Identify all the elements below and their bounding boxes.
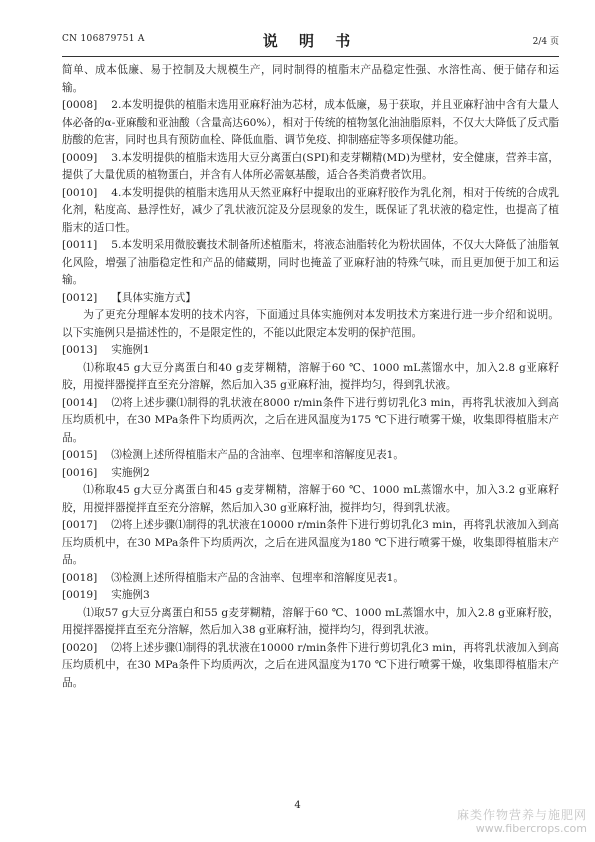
paragraph-text: 2.本发明提供的植脂末选用亚麻籽油为芯材，成本低廉，易于获取，并且亚麻籽油中含有大量人体必备的α-亚麻酸和亚油酸（含量高达60%），相对于传统的植物氢化油油脂原料，不仅大大降低了反式脂肪酸的危害，同时也具有预防血栓、降低血脂、调节免疫、抑制癌症等多项保健功能。 bbox=[62, 99, 559, 146]
paragraph-text: ⑵将上述步骤⑴制得的乳状液在8000 r/min条件下进行剪切乳化3 min，再将乳状液加入到高压均质机中，在30 MPa条件下均质两次，之后在进风温度为175 ℃下进行喷雾干燥，收集即得植脂末产品。 bbox=[62, 396, 559, 444]
paragraph bbox=[62, 342, 559, 360]
paragraph-number: [0016] bbox=[62, 466, 98, 479]
page-header bbox=[62, 30, 559, 52]
paragraph-number: [0013] bbox=[62, 344, 98, 356]
site-watermark bbox=[457, 808, 587, 836]
page-number: 4 bbox=[294, 800, 301, 811]
paragraph-text: ⑴取57 g大豆分离蛋白和55 g麦芽糊精，溶解于60 ℃、1000 mL蒸馏水中，加入2.8 g亚麻籽胶，用搅拌器搅拌直至充分溶解，然后加入38 g亚麻籽油，搅拌均匀，得到乳状液。 bbox=[62, 606, 559, 636]
paragraph bbox=[62, 570, 559, 588]
paragraph-text: 实施例2 bbox=[111, 466, 150, 479]
paragraph-text: ⑴称取45 g大豆分离蛋白和40 g麦芽糊精，溶解于60 ℃、1000 mL蒸馏水中，加入2.8 g亚麻籽胶，用搅拌器搅拌直至充分溶解，然后加入35 g亚麻籽油，搅拌均匀，得到乳状液。 bbox=[62, 361, 559, 391]
paragraph-text: ⑶检测上述所得植脂末产品的含油率、包埋率和溶解度见表1。 bbox=[111, 449, 405, 461]
paragraph-number: [0010] bbox=[62, 186, 98, 199]
paragraph bbox=[62, 465, 559, 483]
paragraph-text: 简单、成本低廉、易于控制及大规模生产，同时制得的植脂末产品稳定性强、水溶性高、便于储存和运输。 bbox=[62, 64, 559, 94]
paragraph-text: ⑵将上述步骤⑴制得的乳状液在10000 r/min条件下进行剪切乳化3 min，再将乳状液加入到高压均质机中，在30 MPa条件下均质两次，之后在进风温度为180 ℃下进行喷雾干燥，收集即得植脂末产品。 bbox=[62, 519, 559, 566]
paragraph-number: [0011] bbox=[62, 239, 98, 251]
page-indicator: 2/4 页 bbox=[532, 37, 559, 47]
paragraph-number: [0020] bbox=[62, 641, 98, 654]
paragraph bbox=[62, 395, 559, 448]
paragraph-number: [0019] bbox=[62, 589, 98, 601]
paragraph-text: 实施例1 bbox=[111, 344, 150, 356]
paragraph bbox=[62, 587, 559, 605]
paragraph bbox=[62, 447, 559, 465]
paragraph bbox=[62, 185, 559, 238]
paragraph-text: ⑵将上述步骤⑴制得的乳状液在10000 r/min条件下进行剪切乳化3 min，再将乳状液加入到高压均质机中，在30 MPa条件下均质两次，之后在进风温度为170 ℃下进行喷雾干燥，收集即得植脂末产品。 bbox=[62, 641, 559, 689]
paragraph bbox=[62, 290, 559, 308]
paragraph bbox=[62, 640, 559, 693]
document-title: 说 明 书 bbox=[262, 32, 359, 50]
paragraph bbox=[62, 307, 559, 342]
watermark-site-name: 麻类作物营养与施肥网 bbox=[456, 808, 587, 822]
paragraph-number: [0018] bbox=[62, 571, 98, 584]
paragraph bbox=[62, 482, 559, 517]
paragraph-number: [0014] bbox=[62, 396, 98, 409]
paragraph bbox=[62, 97, 559, 150]
paragraph-text: 实施例3 bbox=[111, 589, 150, 601]
paragraph bbox=[62, 605, 559, 640]
paragraph-number: [0017] bbox=[62, 519, 98, 531]
paragraph-text: 为了更充分理解本发明的技术内容，下面通过具体实施例对本发明技术方案进行进一步介绍和说明。以下实施例只是描述性的，不是限定性的，不能以此限定本发明的保护范围。 bbox=[62, 309, 559, 339]
paragraph bbox=[62, 517, 559, 570]
paragraph-number: [0012] bbox=[62, 291, 98, 304]
paragraph bbox=[62, 150, 559, 185]
paragraph-text: 4.本发明提供的植脂末选用从天然亚麻籽中提取出的亚麻籽胶作为乳化剂，相对于传统的合成乳化剂，粘度高、悬浮性好，减少了乳状液沉淀及分层现象的发生，既保证了乳状液的稳定性，也提高了植脂末的适口性。 bbox=[62, 186, 559, 234]
paragraph bbox=[62, 62, 559, 97]
paragraph-text: 3.本发明提供的植脂末选用大豆分离蛋白(SPI)和麦芽糊精(MD)为壁材，安全健康，营养丰富，提供了大量优质的植物蛋白，并含有人体所必需氨基酸，适合各类消费者饮用。 bbox=[62, 151, 559, 181]
paragraph-text: ⑴称取45 g大豆分离蛋白和45 g麦芽糊精，溶解于60 ℃、1000 mL蒸馏水中，加入3.2 g亚麻籽胶，用搅拌器搅拌直至充分溶解，然后加入30 g亚麻籽油，搅拌均匀，得到乳状液。 bbox=[62, 484, 559, 514]
paragraph-text: 【具体实施方式】 bbox=[111, 291, 196, 304]
paragraph-number: [0008] bbox=[62, 99, 98, 111]
paragraph-number: [0015] bbox=[62, 449, 98, 461]
paragraph bbox=[62, 360, 559, 395]
patent-number: CN 106879751 A bbox=[62, 34, 145, 44]
header-rule bbox=[62, 56, 559, 57]
document-body bbox=[62, 62, 559, 692]
paragraph-text: ⑶检测上述所得植脂末产品的含油率、包埋率和溶解度见表1。 bbox=[111, 571, 405, 584]
paragraph bbox=[62, 237, 559, 290]
watermark-url: www.fibercrops.com bbox=[475, 822, 587, 835]
paragraph-text: 5.本发明采用微胶囊技术制备所述植脂末，将液态油脂转化为粉状固体，不仅大大降低了油脂氧化风险，增强了油脂稳定性和产品的储藏期，同时也掩盖了亚麻籽油的特殊气味，而且更加便于加工和运输。 bbox=[62, 239, 559, 286]
paragraph-number: [0009] bbox=[62, 151, 98, 164]
